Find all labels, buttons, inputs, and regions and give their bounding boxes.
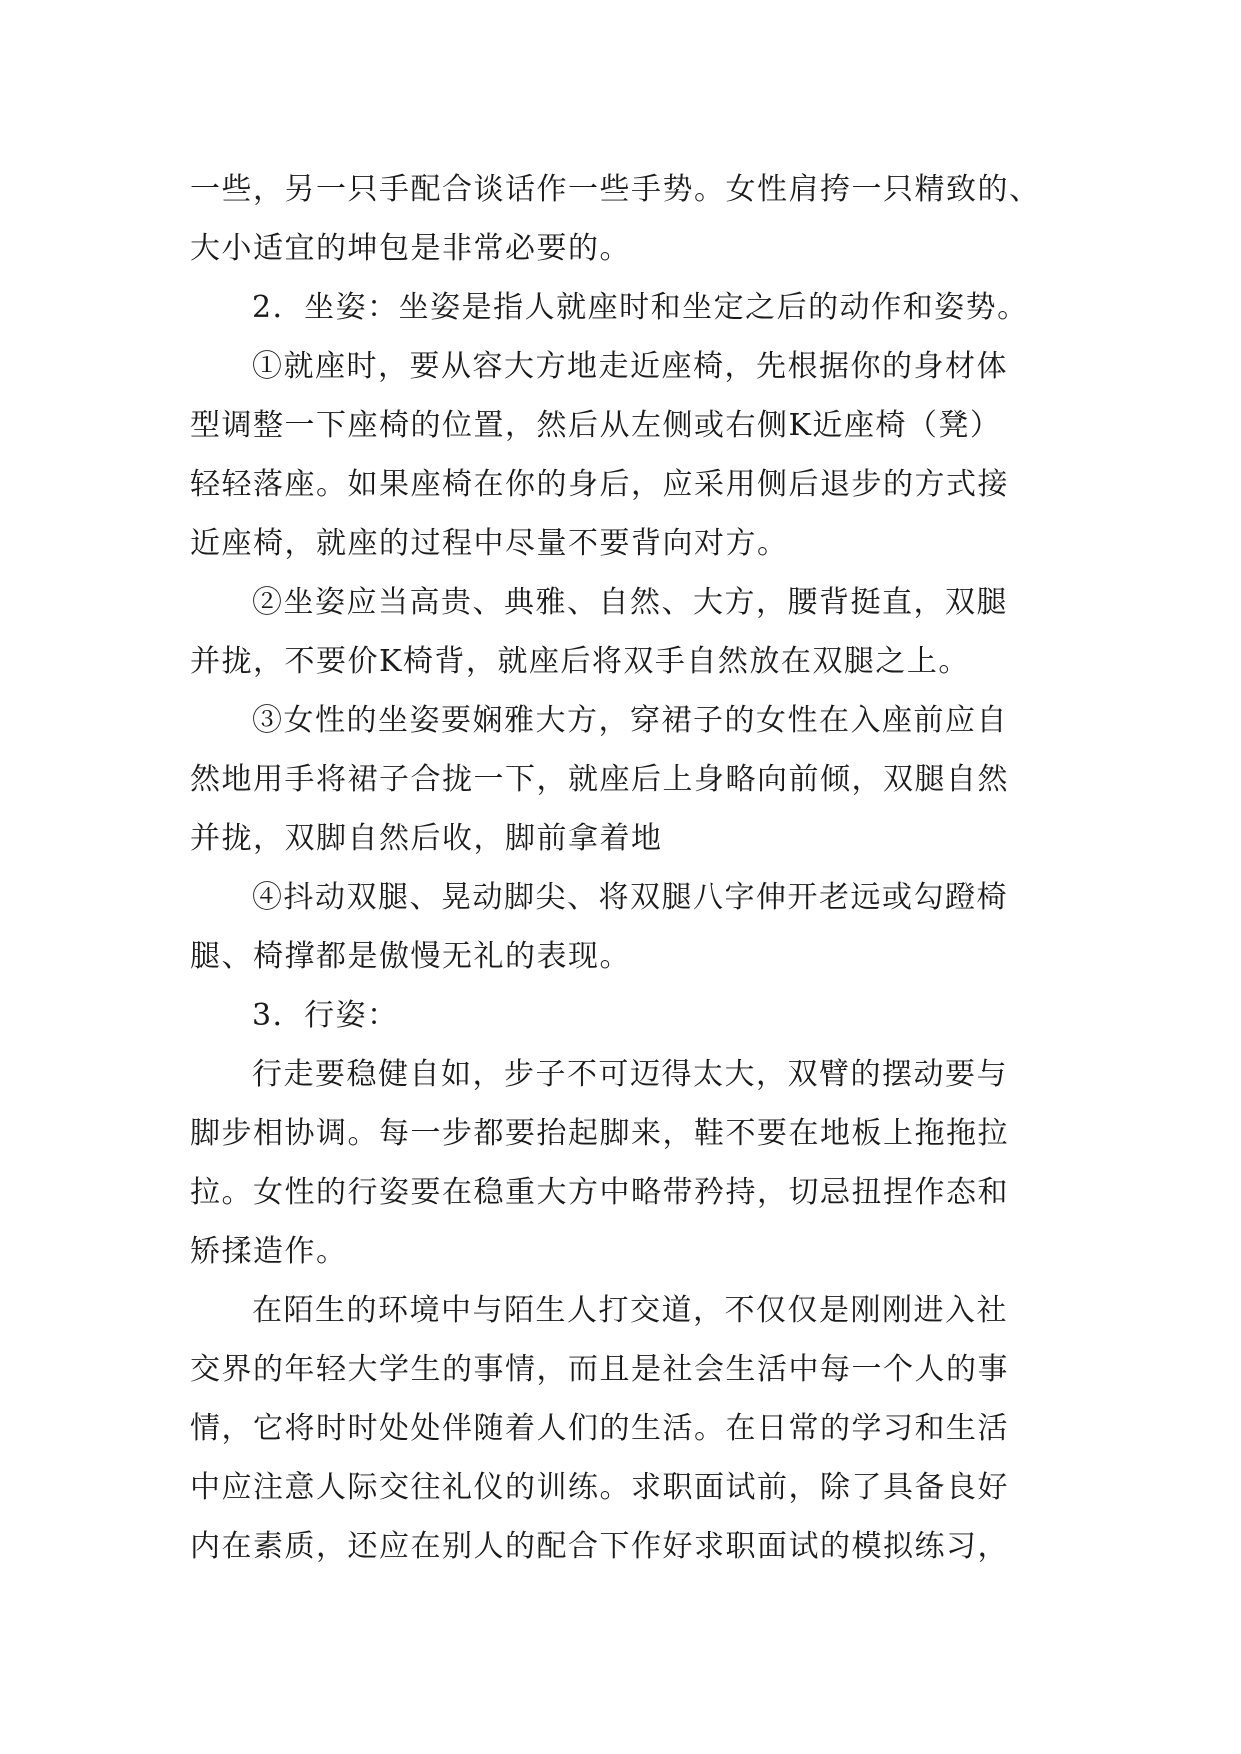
document-body (190, 160, 1070, 1576)
text-line: 在陌生的环境中与陌生人打交道，不仅仅是刚刚进入社 (252, 1293, 1008, 1328)
text-line: 轻轻落座。如果座椅在你的身后，应采用侧后退步的方式接 (190, 467, 1009, 502)
text-line: 并拢，双脚自然后收，脚前拿着地 (190, 821, 663, 856)
text-line: 情，它将时时处处伴随着人们的生活。在日常的学习和生活 (190, 1411, 1009, 1446)
text-line: 型调整一下座椅的位置，然后从左侧或右侧K近座椅（凳） (190, 408, 1002, 443)
text-line: 大小适宜的坤包是非常必要的。 (190, 231, 631, 266)
text-line: 交界的年轻大学生的事情，而且是社会生活中每一个人的事 (190, 1352, 1009, 1387)
text-line: ④抖动双腿、晃动脚尖、将双腿八字伸开老远或勾蹬椅 (252, 880, 1008, 915)
text-line: 内在素质，还应在别人的配合下作好求职面试的模拟练习， (190, 1529, 1009, 1564)
text-line: 然地用手将裙子合拢一下，就座后上身略向前倾，双腿自然 (190, 762, 1009, 797)
text-line: ①就座时，要从容大方地走近座椅，先根据你的身材体 (252, 349, 1008, 384)
text-line: 中应注意人际交往礼仪的训练。求职面试前，除了具备良好 (190, 1470, 1009, 1505)
text-line: 行走要稳健自如，步子不可迈得太大，双臂的摆动要与 (252, 1057, 1008, 1092)
text-line: 腿、椅撑都是傲慢无礼的表现。 (190, 939, 631, 974)
text-line: 拉。女性的行姿要在稳重大方中略带矜持，切忌扭捏作态和 (190, 1175, 1009, 1210)
section-heading-walking: 3．行姿： (252, 998, 399, 1033)
text-line: 近座椅，就座的过程中尽量不要背向对方。 (190, 526, 789, 561)
section-heading-sitting: 2．坐姿：坐姿是指人就座时和坐定之后的动作和姿势。 (252, 290, 1029, 325)
text-line: ②坐姿应当高贵、典雅、自然、大方，腰背挺直，双腿 (252, 585, 1008, 620)
text-line: 一些，另一只手配合谈话作一些手势。女性肩挎一只精致的、 (190, 172, 1041, 207)
text-line: 并拢，不要价K椅背，就座后将双手自然放在双腿之上。 (190, 644, 970, 679)
text-line: ③女性的坐姿要娴雅大方，穿裙子的女性在入座前应自 (252, 703, 1008, 738)
text-line: 矫揉造作。 (190, 1234, 348, 1269)
text-line: 脚步相协调。每一步都要抬起脚来，鞋不要在地板上拖拖拉 (190, 1116, 1009, 1151)
